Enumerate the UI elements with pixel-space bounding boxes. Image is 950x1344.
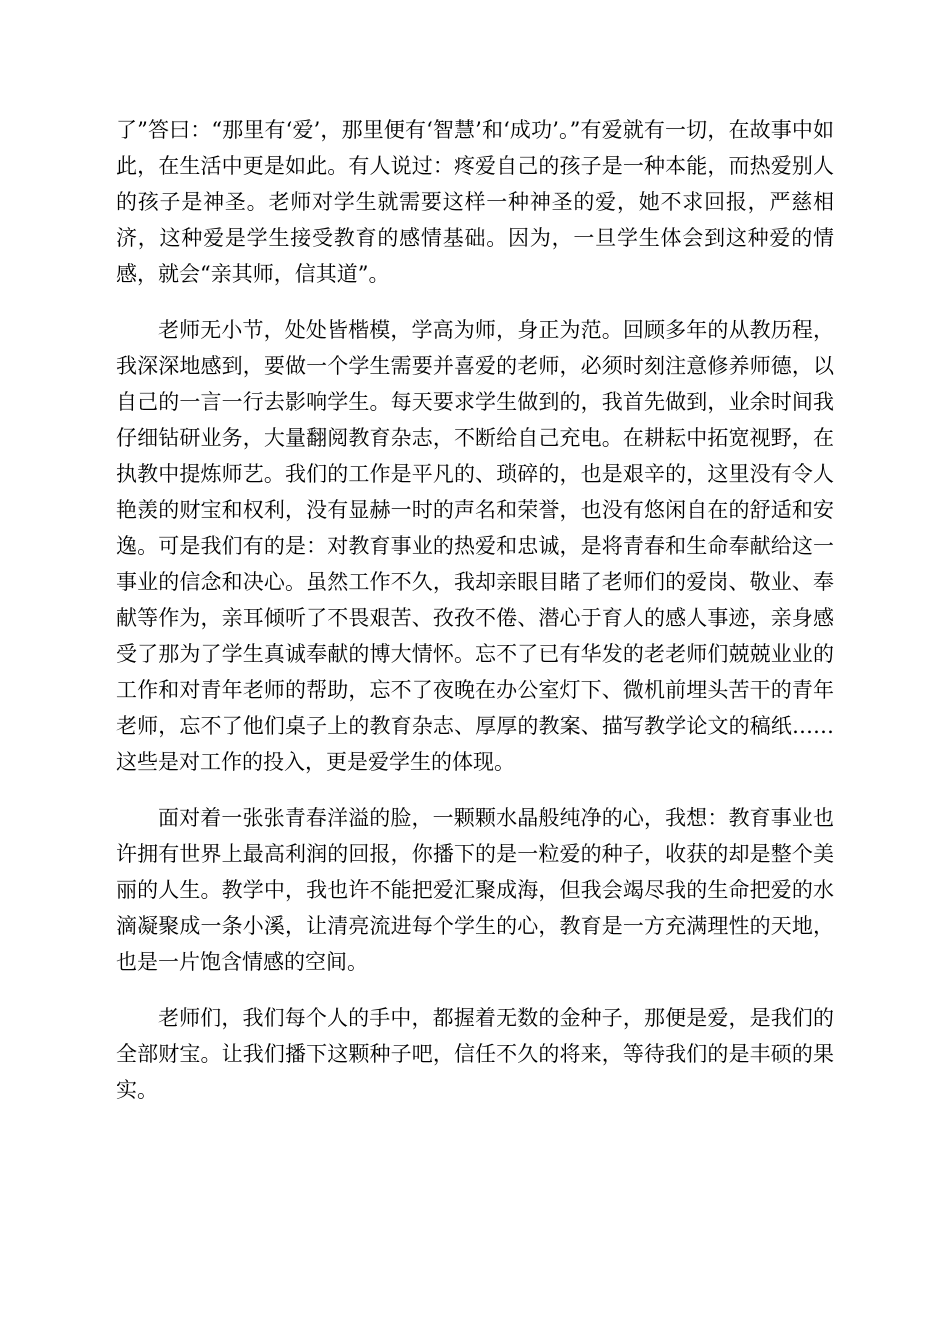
document-page [116, 112, 834, 1128]
paragraph-3: 面对着一张张青春洋溢的脸，一颗颗水晶般纯净的心，我想：教育事业也许拥有世界上最高利润的回报，你播下的是一粒爱的种子，收获的却是整个美丽的人生。教学中，我也许不能把爱汇聚成海，但我会竭尽我的生命把爱的水滴凝聚成一条小溪，让清亮流进每个学生的心，教育是一方充满理性的天地，也是一片饱含情感的空间。 [116, 806, 834, 974]
paragraph-4: 老师们，我们每个人的手中，都握着无数的金种子，那便是爱，是我们的全部财宝。让我们播下这颗种子吧，信任不久的将来，等待我们的是丰硕的果实。 [116, 1006, 834, 1102]
paragraph-2: 老师无小节，处处皆楷模，学高为师，身正为范。回顾多年的从教历程，我深深地感到，要做一个学生需要并喜爱的老师，必须时刻注意修养师德，以自己的一言一行去影响学生。每天要求学生做到的，我首先做到，业余时间我仔细钻研业务，大量翻阅教育杂志，不断给自己充电。在耕耘中拓宽视野，在执教中提炼师艺。我们的工作是平凡的、琐碎的，也是艰辛的，这里没有令人艳羡的财宝和权利，没有显赫一时的声名和荣誉，也没有悠闲自在的舒适和安逸。可是我们有的是：对教育事业的热爱和忠诚，是将青春和生命奉献给这一事业的信念和决心。虽然工作不久，我却亲眼目睹了老师们的爱岗、敬业、奉献等作为，亲耳倾听了不畏艰苦、孜孜不倦、潜心于育人的感人事迹，亲身感受了那为了学生真诚奉献的博大情怀。忘不了已有华发的老老师们兢兢业业的工作和对青年老师的帮助，忘不了夜晚在办公室灯下、微机前埋头苦干的青年老师，忘不了他们桌子上的教育杂志、厚厚的教案、描写教学论文的稿纸……这些是对工作的投入，更是爱学生的体现。 [116, 318, 834, 774]
paragraph-1: 了”答曰：“那里有‘爱’，那里便有‘智慧’和‘成功’。”有爱就有一切，在故事中如此，在生活中更是如此。有人说过：疼爱自己的孩子是一种本能，而热爱别人的孩子是神圣。老师对学生就需要这样一种神圣的爱，她不求回报，严慈相济，这种爱是学生接受教育的感情基础。因为，一旦学生体会到这种爱的情感，就会“亲其师，信其道”。 [116, 118, 834, 286]
